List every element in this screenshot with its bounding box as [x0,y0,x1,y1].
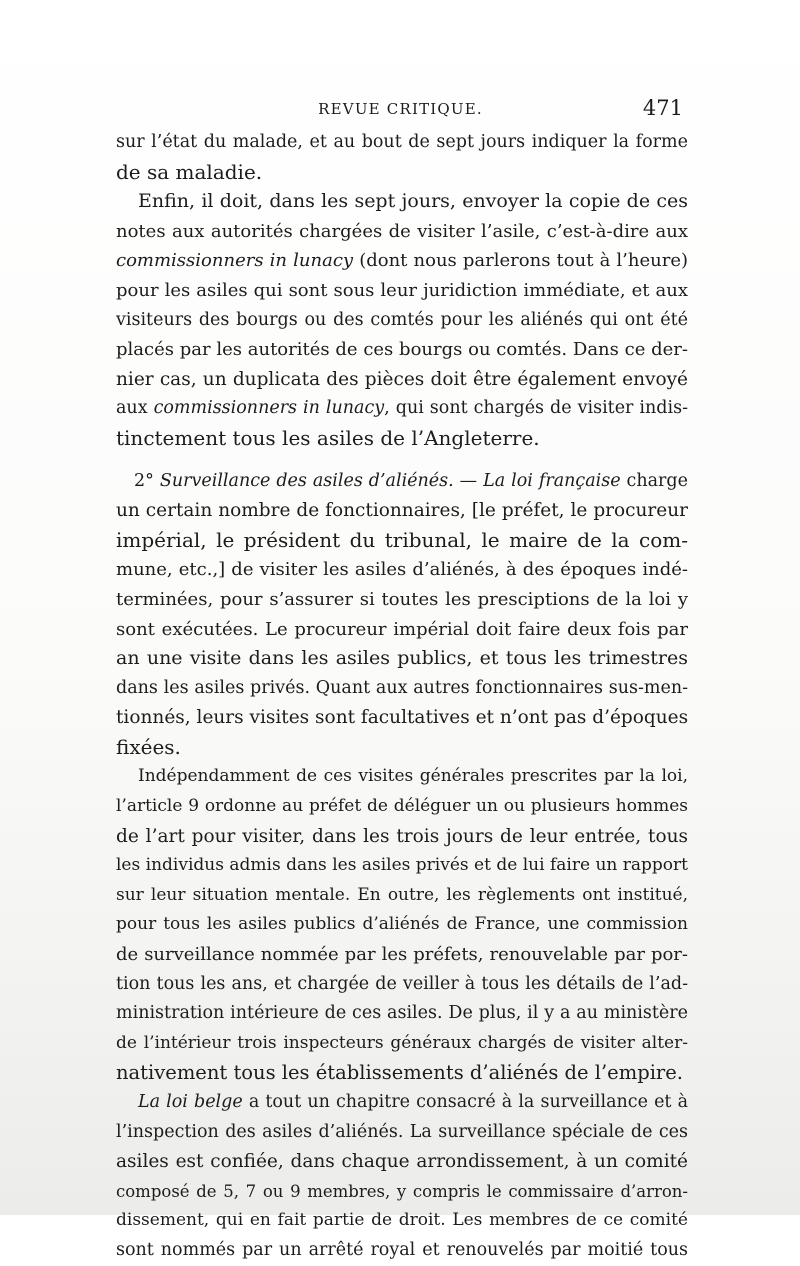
page-header [118,98,683,126]
text-line: commissionners in lunacy (dont nous parlerons tout à l’heure) [116,250,689,272]
paragraph [116,467,688,763]
text-line: aux commissionners in lunacy, qui sont chargés de visiter indis- [116,398,688,419]
running-title: REVUE CRITIQUE. [318,100,483,118]
text-line: La loi belge a tout un chapitre consacré à la surveillance et à [138,1092,688,1112]
text-line: tinctement tous les asiles de l’Angleterre. [116,425,540,450]
text-line: sur leur situation mentale. En outre, les règlements ont institué, [116,884,688,905]
text-line: fixées. [116,734,181,759]
paragraph [116,187,688,453]
text-line: terminées, pour s’assurer si toutes les presciptions de la loi y [116,588,688,610]
text-line: sont nommés par un arrêté royal et renouvelés par moitié tous [116,1239,688,1260]
text-line: dissement, qui en fait partie de droit. Les membres de ce comité [116,1210,688,1231]
text-line: sont exécutées. Le procureur impérial doit faire deux fois par [116,618,688,640]
text-line: nier cas, un duplicata des pièces doit être également envoyé [116,368,688,390]
text-line: pour les asiles qui sont sous leur juridiction immédiate, et aux [116,279,688,301]
text-line: pour tous les asiles publics d’aliénés de France, une commission [116,914,688,935]
text-line: de surveillance nommée par les préfets, renouvelable par por- [116,944,688,966]
text-line: visiteurs des bourgs ou des comtés pour les aliénés qui ont été [116,309,688,330]
text-line: asiles est confiée, dans chaque arrondissement, à un comité [116,1151,688,1173]
text-line: an une visite dans les asiles publics, et tous les trimestres [116,647,688,670]
text-line: 2° Surveillance des asiles d’aliénés. — La loi française charge [134,470,688,491]
paragraph [116,128,688,187]
text-line: nativement tous les établissements d’aliénés de l’empire. [116,1061,683,1085]
text-line: Indépendamment de ces visites générales prescrites par la loi, [138,766,688,787]
text-line: de sa maladie. [116,159,263,184]
paragraph [116,1088,688,1266]
text-line: notes aux autorités chargées de visiter l’asile, c’est-à-dire aux [116,220,688,242]
text-line: placés par les autorités de ces bourgs ou comtés. Dans ce der- [116,339,688,361]
paragraph [116,762,688,1088]
body-text [116,128,688,1266]
page-number: 471 [642,96,683,120]
text-line: tionnés, leurs visites sont facultatives et n’ont pas d’époques [116,707,689,729]
text-line: de l’intérieur trois inspecteurs généraux chargés de visiter alter- [116,1032,688,1053]
text-line: Enfin, il doit, dans les sept jours, envoyer la copie de ces [138,190,688,213]
text-line: les individus admis dans les asiles privés et de lui faire un rapport [116,855,688,876]
text-line: de l’art pour visiter, dans les trois jours de leur entrée, tous [116,825,688,847]
text-line: ministration intérieure de ces asiles. De plus, il y a au ministère [116,1003,688,1024]
text-line: l’inspection des asiles d’aliénés. La surveillance spéciale de ces [116,1121,688,1142]
text-line: l’article 9 ordonne au préfet de déléguer un ou plusieurs hommes [116,796,688,817]
text-line: tion tous les ans, et chargée de veiller à tous les détails de l’ad- [116,973,688,994]
text-line: dans les asiles privés. Quant aux autres fonctionnaires sus-men- [116,677,688,698]
text-line: sur l’état du malade, et au bout de sept jours indiquer la forme [116,132,688,152]
text-line: impérial, le président du tribunal, le maire de la com- [116,527,688,552]
text-line: mune, etc.,] de visiter les asiles d’aliénés, à des époques indé- [116,559,688,581]
text-line: un certain nombre de fonctionnaires, [le préfet, le procureur [116,500,688,522]
text-line: composé de 5, 7 ou 9 membres, y compris le commissaire d’arron- [116,1181,688,1201]
